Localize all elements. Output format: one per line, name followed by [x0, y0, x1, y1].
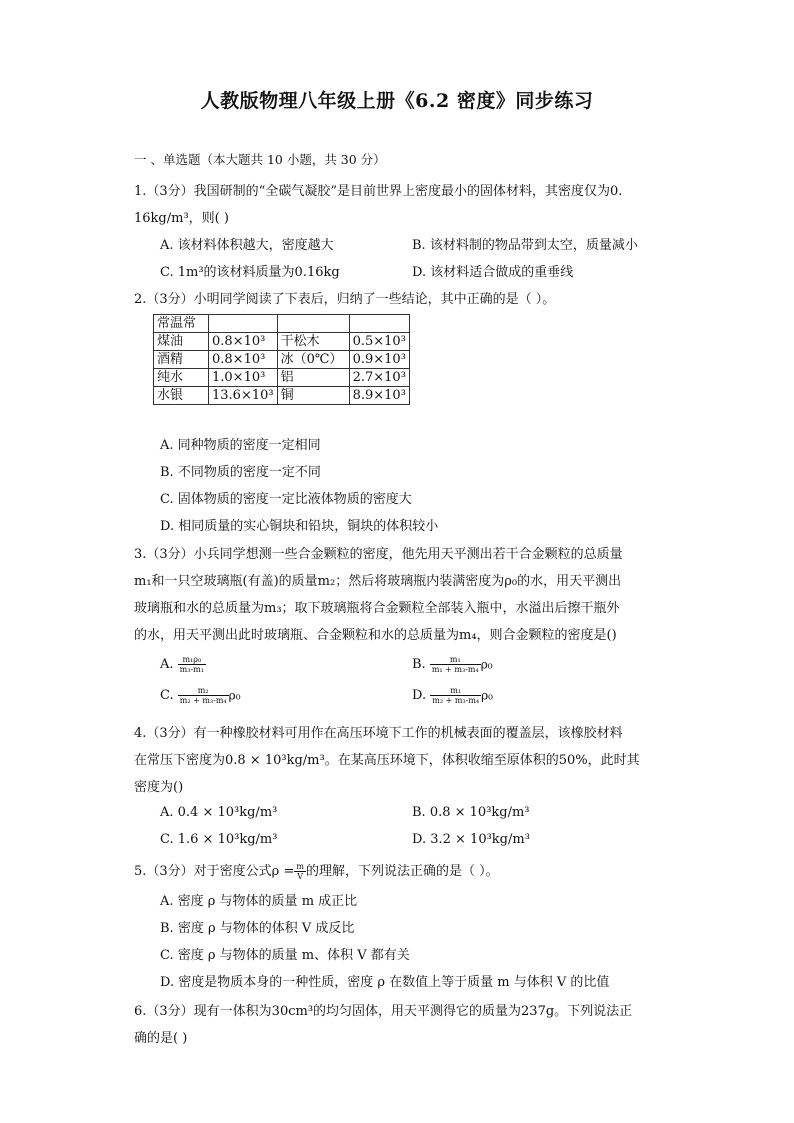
table-cell: 常温常 — [154, 315, 209, 333]
q3-stem-line1: 3.（3分）小兵同学想测一些合金颗粒的密度，他先用天平测出若干合金颗粒的总质量 — [134, 547, 623, 562]
q4-option-d: D. 3.2 × 10³kg/m³ — [412, 832, 530, 847]
q2-stem-line1: 2.（3分）小明同学阅读了下表后，归纳了一些结论，其中正确的是（ ）。 — [134, 292, 556, 307]
option-label: A. — [160, 657, 174, 672]
table-cell — [349, 315, 409, 333]
fraction — [430, 686, 481, 705]
q4-option-b: B. 0.8 × 10³kg/m³ — [412, 805, 530, 820]
density-table — [153, 314, 410, 405]
q1-option-c: C. 1m³的该材料质量为0.16kg — [160, 265, 340, 280]
q3-option-d — [412, 686, 493, 705]
q1-option-d: D. 该材料适合做成的重垂线 — [412, 265, 574, 280]
q3-stem-line2: m₁和一只空玻璃瓶(有盖)的质量m₂；然后将玻璃瓶内装满密度为ρ₀的水，用天平测出 — [134, 574, 622, 589]
q3-option-b — [412, 655, 493, 674]
q4-option-c: C. 1.6 × 10³kg/m³ — [160, 832, 278, 847]
q2-option-a: A. 同种物质的密度一定相同 — [160, 438, 321, 453]
q4-stem-line3: 密度为() — [134, 780, 184, 795]
fraction-numerator: m — [296, 862, 304, 871]
option-label: D. — [412, 688, 427, 703]
table-cell: 2.7×10³ — [349, 369, 409, 387]
table-cell: 水银 — [154, 387, 209, 405]
fraction-numerator: m₁ — [430, 655, 481, 665]
page-title: 人教版物理八年级上册《6.2 密度》同步练习 — [200, 90, 594, 112]
table-cell: 0.9×10³ — [349, 351, 409, 369]
table-row — [154, 315, 410, 333]
q6-stem-line1: 6.（3分）现有一体积为30cm³的均匀固体，用天平测得它的质量为237g。下列说法正 — [134, 1004, 633, 1019]
table-cell: 冰（0℃） — [277, 351, 349, 369]
q3-option-c — [160, 686, 241, 705]
q3-stem-line4: 的水，用天平测出此时玻璃瓶、合金颗粒和水的总质量为m₄，则合金颗粒的密度是() — [134, 628, 617, 643]
q5-stem-suffix: 的理解，下列说法正确的是（ ）。 — [305, 864, 499, 879]
q5-option-a: A. 密度 ρ 与物体的质量 m 成正比 — [160, 894, 358, 909]
q1-stem-line2: 16kg/m³，则( ) — [134, 211, 229, 226]
q5-option-d: D. 密度是物质本身的一种性质，密度 ρ 在数值上等于质量 m 与体积 V 的比值 — [160, 975, 610, 990]
fraction-denominator: m₃-m₁ — [179, 665, 204, 674]
q1-option-a: A. 该材料体积越大，密度越大 — [160, 238, 334, 253]
table-cell: 0.8×10³ — [209, 351, 278, 369]
fraction-denominator: m₁ + m₃-m₄ — [431, 665, 479, 674]
table-cell: 干松木 — [277, 333, 349, 351]
table-cell: 铝 — [277, 369, 349, 387]
table-cell: 0.5×10³ — [349, 333, 409, 351]
rho-symbol: ρ₀ — [481, 688, 493, 703]
q5-option-b: B. 密度 ρ 与物体的体积 V 成反比 — [160, 921, 355, 936]
fraction — [178, 686, 229, 705]
q2-option-d: D. 相同质量的实心铜块和铅块，铜块的体积较小 — [160, 519, 439, 534]
q2-option-b: B. 不同物质的密度一定不同 — [160, 465, 321, 480]
q5-stem-line1 — [134, 860, 499, 881]
q5-stem-prefix: 5.（3分）对于密度公式ρ = — [134, 864, 295, 879]
q3-option-a — [160, 655, 206, 674]
fraction-denominator: m₂ + m₃-m₄ — [432, 696, 480, 705]
rho-symbol: ρ₀ — [480, 657, 493, 672]
fraction — [178, 655, 206, 674]
q4-stem-line1: 4.（3分）有一种橡胶材料可用作在高压环境下工作的机械表面的覆盖层，该橡胶材料 — [134, 726, 623, 741]
fraction-numerator: m₂ — [178, 686, 229, 696]
table-cell: 煤油 — [154, 333, 209, 351]
option-label: C. — [160, 688, 174, 703]
table-row — [154, 333, 410, 351]
fraction-denominator: m₂ + m₃-m₄ — [179, 696, 227, 705]
fraction-denominator: V — [297, 872, 304, 881]
density-formula-fraction — [294, 862, 306, 881]
rho-symbol: ρ₀ — [228, 688, 241, 703]
q2-option-c: C. 固体物质的密度一定比液体物质的密度大 — [160, 492, 412, 507]
table-cell — [209, 315, 278, 333]
table-cell: 酒精 — [154, 351, 209, 369]
table-cell: 13.6×10³ — [209, 387, 278, 405]
fraction-numerator: m₁ — [430, 686, 481, 696]
option-label: B. — [412, 657, 426, 672]
table-row — [154, 351, 410, 369]
q4-stem-line2: 在常压下密度为0.8 × 10³kg/m³。在某高压环境下，体积收缩至原体积的50%，此时其 — [134, 753, 640, 768]
q4-option-a: A. 0.4 × 10³kg/m³ — [160, 805, 278, 820]
table-cell: 1.0×10³ — [209, 369, 278, 387]
table-cell: 0.8×10³ — [209, 333, 278, 351]
table-cell: 纯水 — [154, 369, 209, 387]
fraction — [430, 655, 481, 674]
table-cell: 铜 — [277, 387, 349, 405]
table-row — [154, 387, 410, 405]
q6-stem-line2: 确的是( ) — [134, 1031, 188, 1046]
table-row — [154, 369, 410, 387]
q5-option-c: C. 密度 ρ 与物体的质量 m、体积 V 都有关 — [160, 948, 410, 963]
fraction-numerator: m₁ρ₀ — [178, 655, 206, 665]
q1-stem-line1: 1.（3分）我国研制的“全碳气凝胶”是目前世界上密度最小的固体材料，其密度仅为0. — [134, 184, 623, 199]
table-cell — [277, 315, 349, 333]
q1-option-b: B. 该材料制的物品带到太空，质量减小 — [412, 238, 638, 253]
section-heading: 一 、单选题（本大题共 10 小题，共 30 分） — [134, 152, 386, 167]
q3-stem-line3: 玻璃瓶和水的总质量为m₃；取下玻璃瓶将合金颗粒全部装入瓶中，水溢出后擦干瓶外 — [134, 601, 620, 616]
table-cell: 8.9×10³ — [349, 387, 409, 405]
